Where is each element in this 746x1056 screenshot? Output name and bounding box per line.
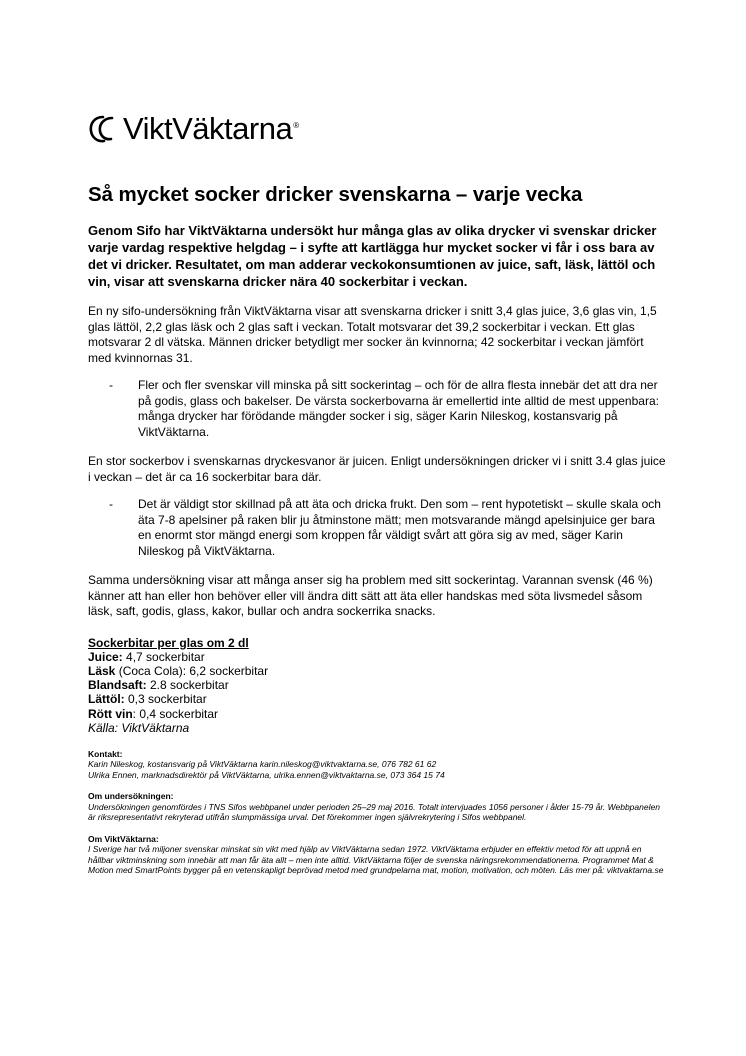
sugar-row-lask: Läsk (Coca Cola): 6,2 sockerbitar	[88, 663, 269, 678]
press-meta	[88, 749, 668, 876]
contact-line-2: Ulrika Ennen, marknadsdirektör på ViktVäktarna, ulrika.ennen@viktvaktarna.se, 073 364 15 74	[88, 769, 445, 780]
viktvaktarna-logo	[88, 98, 348, 144]
logo-wordmark: ViktVäktarna®	[123, 111, 299, 146]
sugar-list-heading: Sockerbitar per glas om 2 dl	[88, 635, 249, 650]
about-text: I Sverige har två miljoner svenskar minskat sin vikt med hjälp av ViktVäktarna sedan 1972. ViktVäktarna erbjuder en effektiv metod för att uppnå en hållbar viktminskning som innebär att man får äta allt – men inte alltid. ViktVäktarna följer de svenska näringsrekommendationerna. Programmet Mat & Motion med SmartPoints bygger på en vetenskapligt beprövad metod med grundpelarna mat, motion, motivation, och möten. Läs mer på: viktvaktarna.se	[88, 844, 664, 876]
quote-1	[88, 378, 668, 440]
body-paragraph-3: Samma undersökning visar att många anser sig ha problem med sitt sockerintag. Varannan svensk (46 %) känner att han eller hon behöver eller vill ändra ditt sätt att äta eller handskas med söta livsmedel såsom läsk, saft, godis, glass, kakor, bullar och andra sockerrika snacks.	[88, 573, 653, 618]
survey-block	[88, 791, 668, 823]
logo-swirl-icon	[88, 114, 122, 144]
survey-text: Undersökningen genomfördes i TNS Sifos webbpanel under perioden 25–29 maj 2016. Totalt intervjuades 1056 personer i ålder 15-79 år. Webbpanelen är riksrepresentativt rekryterad utifrån slumpmässiga urval. Det förekommer ingen självrekrytering i Sifos webbpanel.	[88, 801, 660, 823]
body-paragraph-2: En stor sockerbov i svenskarnas dryckesvanor är juicen. Enligt undersökningen dricker vi i snitt 3.4 glas juice i veckan – det är ca 16 sockerbitar bara där.	[88, 454, 666, 484]
quote-dash: -	[109, 378, 113, 392]
contact-heading: Kontakt:	[88, 748, 123, 759]
contact-line-1: Karin Nileskog, kostansvarig på ViktVäktarna karin.nileskog@viktvaktarna.se, 076 782 61 62	[88, 759, 437, 770]
sugar-row-juice: Juice: 4,7 sockerbitar	[88, 649, 205, 664]
body-paragraph-1: En ny sifo-undersökning från ViktVäktarna visar att svenskarna dricker i snitt 3,4 glas juice, 3,6 glas vin, 1,5 glas lättöl, 2,2 glas läsk och 2 glas saft i veckan. Totalt motsvarar det 39,2 sockerbitar i veckan. Ett glas motsvarar 2 dl vätska. Männen dricker betydligt mer socker än kvinnorna; 42 sockerbitar i veckan jämfört med kvinnornas 31.	[88, 304, 657, 365]
sugar-row-lattol: Lättöl: 0,3 sockerbitar	[88, 692, 207, 707]
contact-block	[88, 749, 668, 781]
about-block	[88, 834, 668, 876]
survey-heading: Om undersökningen:	[88, 791, 174, 802]
sugar-row-blandsaft: Blandsaft: 2.8 sockerbitar	[88, 678, 229, 693]
lead-paragraph: Genom Sifo har ViktVäktarna undersökt hur många glas av olika drycker vi svenskar dricker varje vardag respektive helgdag – i syfte att kartlägga hur mycket socker vi får i oss bara av det vi dricker. Resultatet, om man adderar veckokonsumtionen av juice, saft, läsk, lättöl och vin, visar att svenskarna dricker nära 40 sockerbitar i veckan.	[88, 223, 657, 289]
about-heading: Om ViktVäktarna:	[88, 833, 159, 844]
sugar-source: Källa: ViktVäktarna	[88, 720, 190, 735]
quote-2-text: Det är väldigt stor skillnad på att äta och dricka frukt. Den som – rent hypotetiskt – skulle skala och äta 7-8 apelsiner på raken blir ju åtminstone mätt; men motsvarande mängd apelsinjuice ger bara en enormt stor mängd energi som kroppen får väldigt svårt att göra sig av med, säger Karin Nileskog på ViktVäktarna.	[138, 497, 661, 558]
sugar-list	[88, 636, 668, 735]
quote-dash: -	[109, 497, 113, 511]
article-content	[88, 182, 668, 876]
quote-1-text: Fler och fler svenskar vill minska på sitt sockerintag – och för de allra flesta innebär det att dra ner på godis, glass och bakelser. De värsta sockerbovarna är emellertid inte alltid de mest uppenbara: många drycker har förödande mängder socker i sig, säger Karin Nileskog, kostansvarig på ViktVäktarna.	[138, 378, 659, 439]
sugar-row-rott-vin: Rött vin: 0,4 sockerbitar	[88, 706, 219, 721]
quote-2	[88, 497, 668, 559]
headline: Så mycket socker dricker svenskarna – varje vecka	[88, 183, 583, 206]
